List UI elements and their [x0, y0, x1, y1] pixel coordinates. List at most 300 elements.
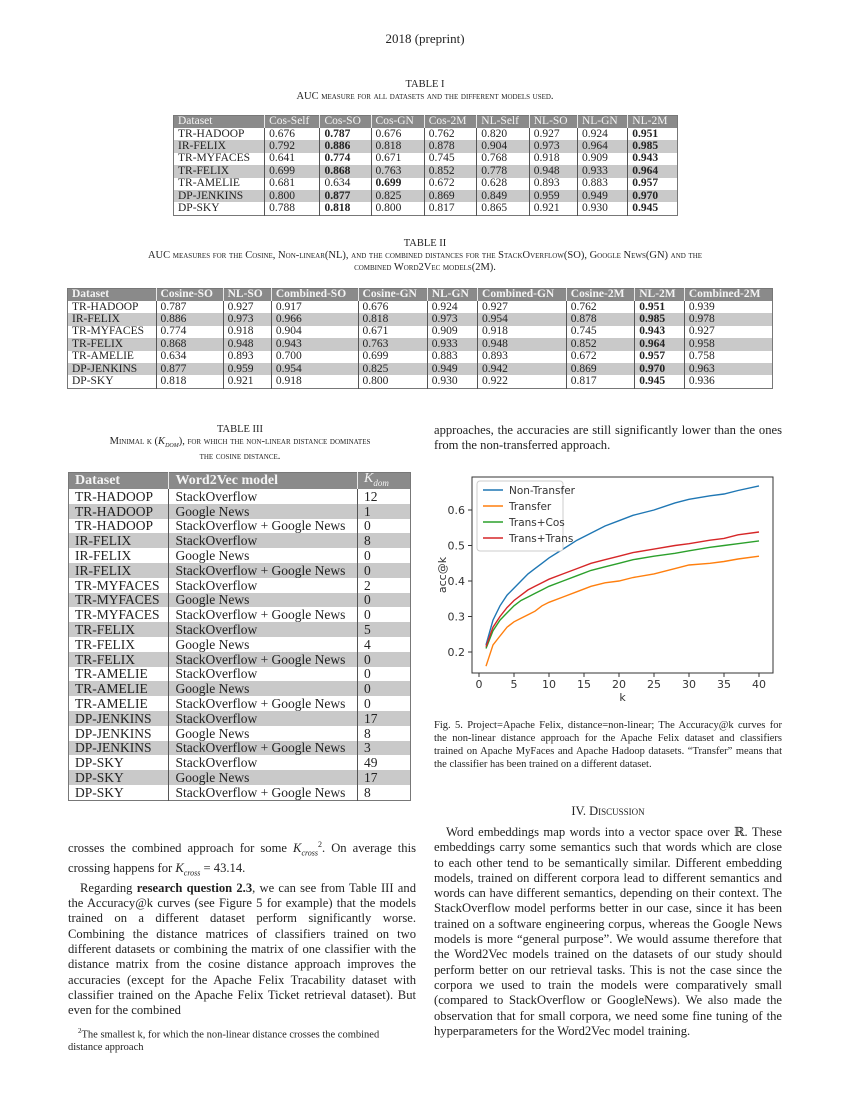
table-row: [69, 548, 411, 563]
table-cell: 0.936: [688, 374, 715, 387]
table-cell: 17: [358, 770, 411, 785]
table-cell: 0.886: [320, 140, 371, 152]
table-cell: 0: [364, 518, 371, 534]
column-header: Dataset: [68, 289, 157, 302]
table-cell: DP-SKY: [174, 202, 265, 215]
table-cell: StackOverflow + Google News: [169, 519, 358, 534]
table-cell: 0.922: [478, 375, 567, 388]
table-cell: 0.671: [358, 326, 427, 338]
discussion-paragraph: Word embeddings map words into a vector space over ℝ. These embeddings carry some semantics such that words which are close to each other tend to be semantically similar. Different embedding models, trained on different corpora lead to different semantics and words can have different semantics, depending on their context. The StackOverflow model performs better in our case, since it has been trained on a software engineering corpus, whereas the Google News models is more “general purpose”. We would assume therefore that the Word2Vec models trained on the datasets of our study should perform better on our retrieval tasks. This is not the case since the corpora we used to train the models were comparatively small (compared to StackOverflow or GoogleNews). We also made the observation that for small corpora, we need some fine tuning of the hyperparameters for the Word2Vec model training.: [434, 825, 782, 1038]
table-cell: 0.966: [271, 313, 358, 325]
table-cell: TR-MYFACES: [69, 593, 169, 608]
table2-caption-line2: combined Word2Vec models(2M).: [354, 262, 496, 273]
table-cell: 0.904: [271, 326, 358, 338]
column-header: Dataset: [174, 116, 265, 129]
x-tick-label: 40: [752, 678, 766, 691]
paragraph-approaches: approaches, the accuracies are still significantly lower than the ones from the non-transferred approach.: [434, 423, 782, 453]
table-cell: DP-SKY: [68, 375, 157, 388]
table-cell: 0.921: [529, 202, 577, 215]
column-header: Combined-SO: [271, 289, 358, 302]
table-cell: StackOverflow: [169, 755, 358, 770]
table-cell: 0.818: [320, 202, 371, 215]
table-cell: 0.869: [424, 190, 477, 202]
table-cell: 2: [364, 577, 371, 593]
section-title: IV. Discussion: [571, 804, 645, 818]
y-tick-label: 0.3: [447, 610, 465, 624]
table-cell: 0.825: [371, 190, 424, 202]
table-cell: 0.949: [577, 190, 627, 202]
table3-caption-line1: Minimal k $(K_{dom})$, for which the non-linear distance dominates: [109, 436, 371, 450]
table-cell: DP-JENKINS: [69, 711, 169, 726]
table-row: [69, 681, 411, 696]
table-cell: StackOverflow: [169, 489, 358, 504]
y-tick-label: 0.6: [447, 504, 465, 517]
x-tick-label: 35: [717, 678, 731, 691]
table-cell: DP-JENKINS: [68, 363, 157, 375]
column-header: NL-2M: [635, 289, 685, 302]
table-cell: 0.745: [424, 153, 477, 165]
table-cell: 0.921: [223, 375, 271, 388]
table-cell: 0.904: [477, 140, 529, 152]
table-cell: 0.963: [684, 363, 772, 375]
table-cell: 0.918: [529, 153, 577, 165]
table-cell: 0: [364, 695, 371, 711]
y-tick-label: 0.4: [447, 575, 465, 588]
table-cell: StackOverflow + Google News: [169, 741, 358, 756]
table-header-row: [174, 116, 678, 129]
table-cell: 0.909: [427, 326, 477, 338]
table3-caption-block: [60, 424, 420, 463]
table-cell: 0.959: [529, 190, 577, 202]
table-cell: 0.927: [688, 325, 715, 338]
table-cell: TR-AMELIE: [69, 667, 169, 682]
table-cell: 0.909: [577, 153, 627, 165]
table-cell: 0.959: [223, 363, 271, 375]
paragraph-research-question: Regarding research question 2.3, we can see from Table III and the Accuracy@k curves (see Figure 5 for example) that the models trained on a different dataset perform significantly worse. Combining the distance matrices of classifiers trained on two different datasets or combining the matrix of one classifier with the distance matrix from the cosine distance approach improves the accuracies (except for the Apache Felix Tracability dataset with classifier trained on the Apache Felix Ticket retrieval dataset). But even for the combined: [68, 880, 416, 1018]
table-cell: TR-MYFACES: [174, 153, 265, 165]
table-cell: DP-JENKINS: [174, 190, 265, 202]
column-header-kdom: $K_{dom}$: [358, 473, 411, 490]
column-header: NL-Self: [477, 116, 529, 129]
table-row: [69, 593, 411, 608]
table-cell: TR-MYFACES: [68, 326, 157, 338]
table-cell: 0.964: [628, 165, 678, 177]
table-cell: IR-FELIX: [69, 563, 169, 578]
table-cell: 0: [364, 547, 371, 563]
table-cell: TR-FELIX: [69, 622, 169, 637]
table-row: [69, 578, 411, 593]
table-cell: 0: [358, 681, 411, 696]
x-tick-label: 15: [577, 678, 591, 691]
table3-label: TABLE III: [216, 424, 264, 435]
table-cell: 3: [358, 741, 411, 756]
table-cell: 0.973: [529, 140, 577, 152]
table-cell: 0.933: [577, 165, 627, 177]
table-row: [69, 667, 411, 682]
column-header: NL-SO: [529, 116, 577, 129]
table-cell: 49: [364, 755, 378, 771]
table-cell: 0.820: [477, 128, 529, 140]
table-cell: TR-FELIX: [68, 338, 157, 350]
table-cell: 0.930: [427, 375, 477, 388]
table-cell: 1: [358, 504, 411, 519]
table-cell: 4: [364, 636, 371, 652]
table-cell: 0.951: [635, 301, 685, 313]
table-row: [69, 622, 411, 637]
table-cell: 0.948: [223, 338, 271, 350]
table-row: [68, 351, 773, 363]
table-row: [69, 563, 411, 578]
table-row: [68, 326, 773, 338]
table-cell: 0.671: [371, 153, 424, 165]
table-cell: 0.700: [271, 351, 358, 363]
table-cell: TR-AMELIE: [68, 351, 157, 363]
column-header: Combined-GN: [478, 289, 567, 302]
table3-caption-line2: the cosine distance.: [199, 451, 281, 463]
table-cell: TR-AMELIE: [69, 681, 169, 696]
table-cell: 0.945: [635, 375, 685, 388]
table-row: [68, 313, 773, 325]
table-row: [174, 178, 678, 190]
table-cell: 0.957: [635, 351, 685, 363]
table-cell: 0.930: [577, 202, 627, 215]
table-cell: TR-MYFACES: [69, 607, 169, 622]
table-row: [68, 375, 773, 388]
table1-caption-block: [0, 79, 850, 103]
table-cell: 0.964: [577, 140, 627, 152]
table2: [67, 288, 773, 389]
table-cell: 0.762: [566, 301, 634, 313]
table-row: [69, 755, 411, 770]
table-cell: 0.676: [358, 301, 427, 313]
table-cell: TR-FELIX: [174, 165, 265, 177]
table-cell: 0.970: [628, 190, 678, 202]
table-cell: 0.942: [478, 363, 567, 375]
table-cell: 0.918: [478, 326, 567, 338]
column-header: Cosine-SO: [156, 289, 223, 302]
table-cell: 0.985: [635, 313, 685, 325]
table-cell: 0.634: [156, 351, 223, 363]
table-cell: 0.818: [371, 140, 424, 152]
table1: [173, 115, 678, 216]
table-cell: 0.927: [529, 128, 577, 140]
x-tick-label: 0: [475, 678, 483, 691]
table-cell: 0.699: [371, 178, 424, 190]
table-row: [69, 637, 411, 652]
table-row: [69, 696, 411, 711]
column-header: Combined-2M: [684, 289, 772, 302]
table-cell: 0.681: [265, 178, 320, 190]
table-cell: TR-FELIX: [69, 637, 169, 652]
table-row: [69, 607, 411, 622]
table-cell: 0.933: [427, 338, 477, 350]
table2-caption-line1: AUC measures for the Cosine, Non-linear(NL), and the combined distances for the StackOverflow(SO), Google News(GN) and the: [147, 250, 703, 261]
table-cell: 0.699: [265, 165, 320, 177]
table-cell: 0.868: [156, 338, 223, 350]
x-tick-label: 30: [682, 678, 696, 691]
table-row: [68, 338, 773, 350]
table-cell: 0: [358, 563, 411, 578]
table-cell: IR-FELIX: [174, 140, 265, 152]
table-cell: 12: [364, 488, 378, 504]
table-cell: 0.672: [424, 178, 477, 190]
y-axis-label: acc@k: [436, 556, 449, 594]
column-header: NL-SO: [223, 289, 271, 302]
column-header: Word2Vec model: [169, 473, 358, 490]
accuracy-at-k-chart: [434, 470, 784, 705]
table-cell: 0.763: [358, 338, 427, 350]
table-cell: 0.818: [156, 375, 223, 388]
table-cell: 0.762: [424, 128, 477, 140]
legend-label: Non-Transfer: [509, 485, 575, 497]
x-tick-label: 25: [647, 678, 661, 691]
table-row: [69, 504, 411, 519]
table-cell: 0.745: [566, 326, 634, 338]
table-cell: 5: [358, 622, 411, 637]
table-cell: 0.918: [271, 375, 358, 388]
table3: [68, 472, 411, 801]
table-cell: TR-HADOOP: [69, 519, 169, 534]
table-cell: TR-HADOOP: [174, 128, 265, 140]
column-header: NL-GN: [577, 116, 627, 129]
table2-label: TABLE II: [403, 238, 447, 249]
table-cell: 0.788: [265, 202, 320, 215]
table-cell: 0.792: [265, 140, 320, 152]
table-cell: 0.849: [477, 190, 529, 202]
table-row: [69, 711, 411, 726]
table-cell: 0.852: [566, 338, 634, 350]
table-cell: TR-HADOOP: [69, 504, 169, 519]
table-cell: 0.877: [156, 363, 223, 375]
table-cell: IR-FELIX: [69, 548, 169, 563]
table-cell: Google News: [169, 681, 358, 696]
table-row: [69, 741, 411, 756]
column-header: Dataset: [69, 473, 169, 490]
table-cell: StackOverflow + Google News: [169, 785, 358, 800]
x-tick-label: 20: [612, 678, 626, 691]
table-cell: 0.964: [635, 338, 685, 350]
x-axis-label: k: [619, 691, 626, 704]
table-cell: 0.943: [271, 338, 358, 350]
column-header: NL-2M: [628, 116, 678, 129]
table-cell: 0.973: [427, 313, 477, 325]
figure-caption: Fig. 5. Project=Apache Felix, distance=non-linear; The Accuracy@k curves for the non-linear distance approach for the Apache Felix dataset and classifiers trained on Apache MyFaces and Apache Hadoop datasets. “Transfer” means that the classifier has been trained on a different dataset.: [434, 720, 782, 770]
table-cell: 0.641: [265, 153, 320, 165]
table-cell: 0.958: [684, 338, 772, 350]
table-cell: DP-JENKINS: [69, 726, 169, 741]
table-cell: 0.943: [635, 326, 685, 338]
table-cell: 0: [364, 607, 371, 623]
table-cell: StackOverflow: [169, 533, 358, 548]
column-header: Cos-GN: [371, 116, 424, 129]
table-cell: 0.948: [529, 165, 577, 177]
column-header: Cos-Self: [265, 116, 320, 129]
table-cell: 0.886: [156, 313, 223, 325]
table-cell: TR-FELIX: [69, 652, 169, 667]
table-cell: 0.939: [688, 300, 715, 313]
table-cell: Google News: [169, 593, 358, 608]
table-cell: 0.628: [477, 178, 529, 190]
table-cell: 0.924: [427, 301, 477, 313]
table-cell: 0.865: [477, 202, 529, 215]
table-cell: 0.818: [358, 313, 427, 325]
table-row: [69, 489, 411, 504]
table-row: [174, 202, 678, 215]
table-cell: 0.878: [424, 140, 477, 152]
table-cell: 0.893: [478, 351, 567, 363]
table-cell: 0.672: [566, 351, 634, 363]
table-cell: 0.927: [223, 301, 271, 313]
column-header: Cos-SO: [320, 116, 371, 129]
table-cell: TR-AMELIE: [174, 178, 265, 190]
x-tick-label: 10: [542, 678, 556, 691]
table-cell: Google News: [169, 637, 358, 652]
table-cell: 0.763: [371, 165, 424, 177]
table-header-row: [69, 473, 411, 490]
table-cell: DP-SKY: [69, 755, 169, 770]
table-cell: 0.768: [477, 153, 529, 165]
table-cell: 0.817: [566, 375, 634, 388]
table-cell: 0.817: [424, 202, 477, 215]
table-row: [69, 770, 411, 785]
table-cell: 0.774: [320, 153, 371, 165]
table-cell: DP-SKY: [69, 785, 169, 800]
table-row: [174, 128, 678, 140]
table-cell: 0.878: [566, 313, 634, 325]
table-cell: Google News: [169, 548, 358, 563]
table-cell: StackOverflow: [169, 622, 358, 637]
table-cell: StackOverflow + Google News: [169, 607, 358, 622]
table-cell: IR-FELIX: [69, 533, 169, 548]
table-cell: 0.825: [358, 363, 427, 375]
table-cell: 0.951: [632, 127, 659, 140]
table-cell: 0.877: [320, 190, 371, 202]
table-cell: 0.918: [223, 326, 271, 338]
table-row: [69, 519, 411, 534]
table-cell: 0.927: [478, 301, 567, 313]
table-cell: TR-HADOOP: [68, 301, 157, 313]
table-cell: StackOverflow + Google News: [169, 696, 358, 711]
table-cell: 0.800: [371, 202, 424, 215]
table-cell: 0.883: [577, 178, 627, 190]
table-cell: StackOverflow: [169, 578, 358, 593]
table-cell: DP-SKY: [69, 770, 169, 785]
table-cell: 0.852: [424, 165, 477, 177]
table-row: [69, 726, 411, 741]
table-cell: 0.774: [156, 326, 223, 338]
table-cell: StackOverflow + Google News: [169, 563, 358, 578]
table-cell: 0.893: [223, 351, 271, 363]
footnote: $^2$The smallest k, for which the non-linear distance crosses the combined distance approach: [68, 1027, 380, 1053]
x-tick-label: 5: [510, 678, 518, 691]
paragraph-crossing: crosses the combined approach for some $K_{cross}^2$. On average this crossing happens for $K_{cross} = 43.14$.: [68, 840, 417, 878]
table1-label: TABLE I: [405, 79, 445, 90]
table-cell: StackOverflow: [169, 711, 358, 726]
table-cell: 0.970: [635, 363, 685, 375]
table-row: [174, 165, 678, 177]
table-cell: TR-AMELIE: [69, 696, 169, 711]
table-cell: 0.676: [265, 128, 320, 140]
running-head: 2018 (preprint): [385, 31, 465, 46]
table-row: [69, 652, 411, 667]
table-cell: 0.893: [529, 178, 577, 190]
table-cell: 0.985: [628, 140, 678, 152]
table-cell: 0.945: [632, 201, 659, 214]
table-cell: Google News: [169, 726, 358, 741]
table-cell: 17: [358, 711, 411, 726]
table-row: [68, 301, 773, 313]
table-cell: 0.787: [320, 128, 371, 140]
table-header-row: [68, 289, 773, 302]
table-cell: 0.973: [223, 313, 271, 325]
kdom-symbol: $K_{dom}$: [158, 436, 179, 450]
table-cell: TR-MYFACES: [69, 578, 169, 593]
table-cell: 0: [358, 652, 411, 667]
table-row: [68, 363, 773, 375]
table-cell: DP-JENKINS: [69, 741, 169, 756]
table-cell: 8: [364, 725, 371, 741]
column-header: Cosine-2M: [566, 289, 634, 302]
table-cell: 0: [364, 666, 371, 682]
table-cell: 0.917: [271, 301, 358, 313]
table-cell: 0.978: [684, 313, 772, 325]
table-row: [69, 533, 411, 548]
legend-label: Trans+Trans: [509, 533, 574, 545]
table-row: [174, 153, 678, 165]
table-cell: 0.954: [271, 363, 358, 375]
table-row: [174, 140, 678, 152]
table-cell: 0.948: [478, 338, 567, 350]
left-column-text: [68, 837, 416, 1018]
table-cell: 0.954: [478, 313, 567, 325]
table-cell: 0.869: [566, 363, 634, 375]
table-cell: 0.883: [427, 351, 477, 363]
table-cell: Google News: [169, 770, 358, 785]
table-cell: 8: [364, 784, 371, 800]
table-cell: Google News: [169, 504, 358, 519]
table-cell: 0.924: [577, 128, 627, 140]
table1-caption: AUC measure for all datasets and the different models used.: [296, 91, 554, 102]
table-cell: StackOverflow + Google News: [169, 652, 358, 667]
legend-label: Trans+Cos: [509, 517, 565, 529]
table-cell: 0.699: [358, 351, 427, 363]
table-cell: 0.949: [427, 363, 477, 375]
table-cell: 0.800: [358, 375, 427, 388]
table-row: [69, 785, 411, 800]
column-header: Cosine-GN: [358, 289, 427, 302]
table-cell: 0.676: [371, 128, 424, 140]
column-header: NL-GN: [427, 289, 477, 302]
table-cell: 0.868: [320, 165, 371, 177]
table2-caption-block: [40, 238, 810, 274]
y-tick-label: 0.2: [447, 646, 465, 659]
table-cell: 8: [358, 533, 411, 548]
legend-label: Transfer: [509, 501, 552, 513]
table-cell: 0.800: [265, 190, 320, 202]
table-cell: 0.787: [156, 301, 223, 313]
table-cell: 0.778: [477, 165, 529, 177]
table-cell: 0.758: [688, 350, 715, 363]
table-cell: 0.943: [632, 152, 659, 165]
y-tick-label: 0.5: [447, 539, 465, 553]
table-cell: StackOverflow: [169, 667, 358, 682]
table-cell: TR-HADOOP: [69, 489, 169, 504]
column-header: Cos-2M: [424, 116, 477, 129]
table-cell: IR-FELIX: [68, 313, 157, 325]
table-cell: 0.957: [632, 177, 659, 190]
table-cell: 0.634: [320, 178, 371, 190]
table-row: [174, 190, 678, 202]
